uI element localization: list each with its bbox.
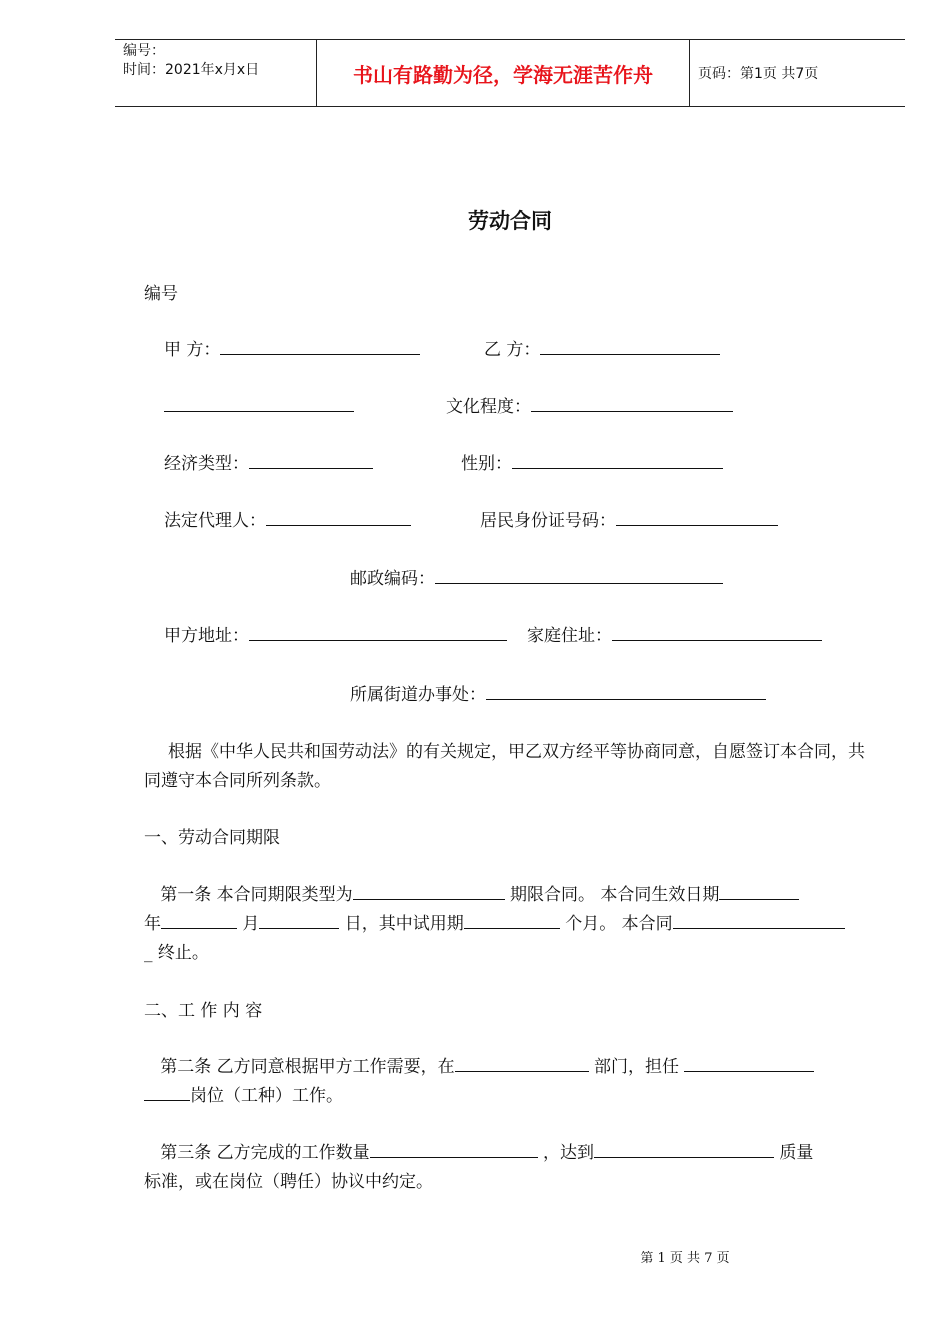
art1-text-a: 第一条 本合同期限类型为 bbox=[160, 885, 353, 905]
art1-text-f: 个月。 本合同 bbox=[559, 914, 673, 934]
party-a-blank bbox=[220, 336, 420, 355]
postcode-label: 邮政编码： bbox=[350, 569, 435, 589]
header-meta bbox=[115, 40, 316, 106]
art3-text-d: 标准，或在岗位（聘任）协议中约定。 bbox=[144, 1172, 433, 1192]
art2-blank-post-cont bbox=[144, 1082, 190, 1101]
art2-text-b: 部门，担任 bbox=[588, 1057, 685, 1077]
art3-blank-quality bbox=[594, 1139, 774, 1158]
party-b-label: 乙 方： bbox=[484, 340, 541, 360]
art3-text-c: 质量 bbox=[774, 1143, 814, 1163]
number-label: 编号 bbox=[144, 284, 178, 304]
art3-blank-quantity bbox=[370, 1139, 538, 1158]
section-1-heading: 一、劳动合同期限 bbox=[144, 828, 280, 848]
art1-blank-date bbox=[719, 881, 799, 900]
art1-blank-year bbox=[161, 910, 237, 929]
home-address-row bbox=[527, 622, 822, 650]
street-office-row bbox=[350, 681, 766, 709]
party-b-blank bbox=[540, 336, 720, 355]
art3-text-a: 第三条 乙方完成的工作数量 bbox=[160, 1143, 370, 1163]
party-b-row bbox=[484, 336, 720, 364]
header-number: 编号： bbox=[123, 43, 165, 59]
legal-rep-label: 法定代理人： bbox=[164, 511, 266, 531]
art1-text-c: 年 bbox=[144, 914, 161, 934]
gender-row bbox=[461, 450, 723, 478]
economic-type-label: 经济类型： bbox=[164, 454, 249, 474]
art1-text-g: _ 终止。 bbox=[144, 943, 209, 963]
street-office-label: 所属街道办事处： bbox=[350, 685, 486, 705]
art1-text-b: 期限合同。 本合同生效日期 bbox=[504, 885, 720, 905]
art1-blank-probation bbox=[464, 910, 560, 929]
a-address-blank bbox=[249, 622, 507, 641]
education-row bbox=[446, 393, 733, 421]
art3-text-b: ，达到 bbox=[537, 1143, 595, 1163]
a-address-row bbox=[164, 622, 507, 650]
header-time: 时间：2021年x月x日 bbox=[123, 62, 260, 78]
id-number-row bbox=[480, 507, 778, 535]
article-2 bbox=[144, 1053, 880, 1111]
economic-type-blank bbox=[249, 450, 373, 469]
page-footer: 第 1 页 共 7 页 bbox=[640, 1251, 730, 1266]
postcode-row bbox=[350, 565, 723, 593]
art1-blank-month bbox=[259, 910, 339, 929]
street-office-blank bbox=[486, 681, 766, 700]
header-motto: 书山有路勤为径，学海无涯苦作舟 bbox=[316, 40, 690, 106]
document-title: 劳动合同 bbox=[468, 209, 552, 233]
header-table bbox=[115, 39, 905, 107]
id-number-blank bbox=[616, 507, 778, 526]
article-3 bbox=[144, 1139, 880, 1197]
art2-text-c: 岗位（工种）工作。 bbox=[190, 1086, 343, 1106]
art2-blank-dept bbox=[455, 1053, 589, 1072]
header-page-info: 页码：第1页 共7页 bbox=[698, 66, 819, 82]
art1-blank-type bbox=[353, 881, 505, 900]
id-number-label: 居民身份证号码： bbox=[480, 511, 616, 531]
party-a-row bbox=[164, 336, 420, 364]
article-1 bbox=[144, 881, 880, 968]
art2-blank-post bbox=[684, 1053, 814, 1072]
party-a-label: 甲 方： bbox=[164, 340, 221, 360]
party-a-blank-2 bbox=[164, 393, 354, 412]
a-address-label: 甲方地址： bbox=[164, 626, 249, 646]
art2-text-a: 第二条 乙方同意根据甲方工作需要，在 bbox=[160, 1057, 455, 1077]
gender-blank bbox=[512, 450, 723, 469]
art1-blank-end bbox=[673, 910, 845, 929]
art1-text-d: 月 bbox=[237, 914, 260, 934]
education-label: 文化程度： bbox=[446, 397, 531, 417]
section-2-heading: 二、工 作 内 容 bbox=[144, 1001, 263, 1021]
blank-row-2 bbox=[164, 393, 354, 421]
intro-paragraph: 根据《中华人民共和国劳动法》的有关规定，甲乙双方经平等协商同意，自愿签订本合同，共同遵守本合同所列条款。 bbox=[144, 742, 865, 791]
home-address-blank bbox=[612, 622, 822, 641]
education-blank bbox=[531, 393, 733, 412]
gender-label: 性别： bbox=[461, 454, 512, 474]
legal-rep-row bbox=[164, 507, 411, 535]
economic-type-row bbox=[164, 450, 373, 478]
home-address-label: 家庭住址： bbox=[527, 626, 612, 646]
legal-rep-blank bbox=[266, 507, 411, 526]
postcode-blank bbox=[435, 565, 723, 584]
art1-text-e: 日，其中试用期 bbox=[339, 914, 464, 934]
